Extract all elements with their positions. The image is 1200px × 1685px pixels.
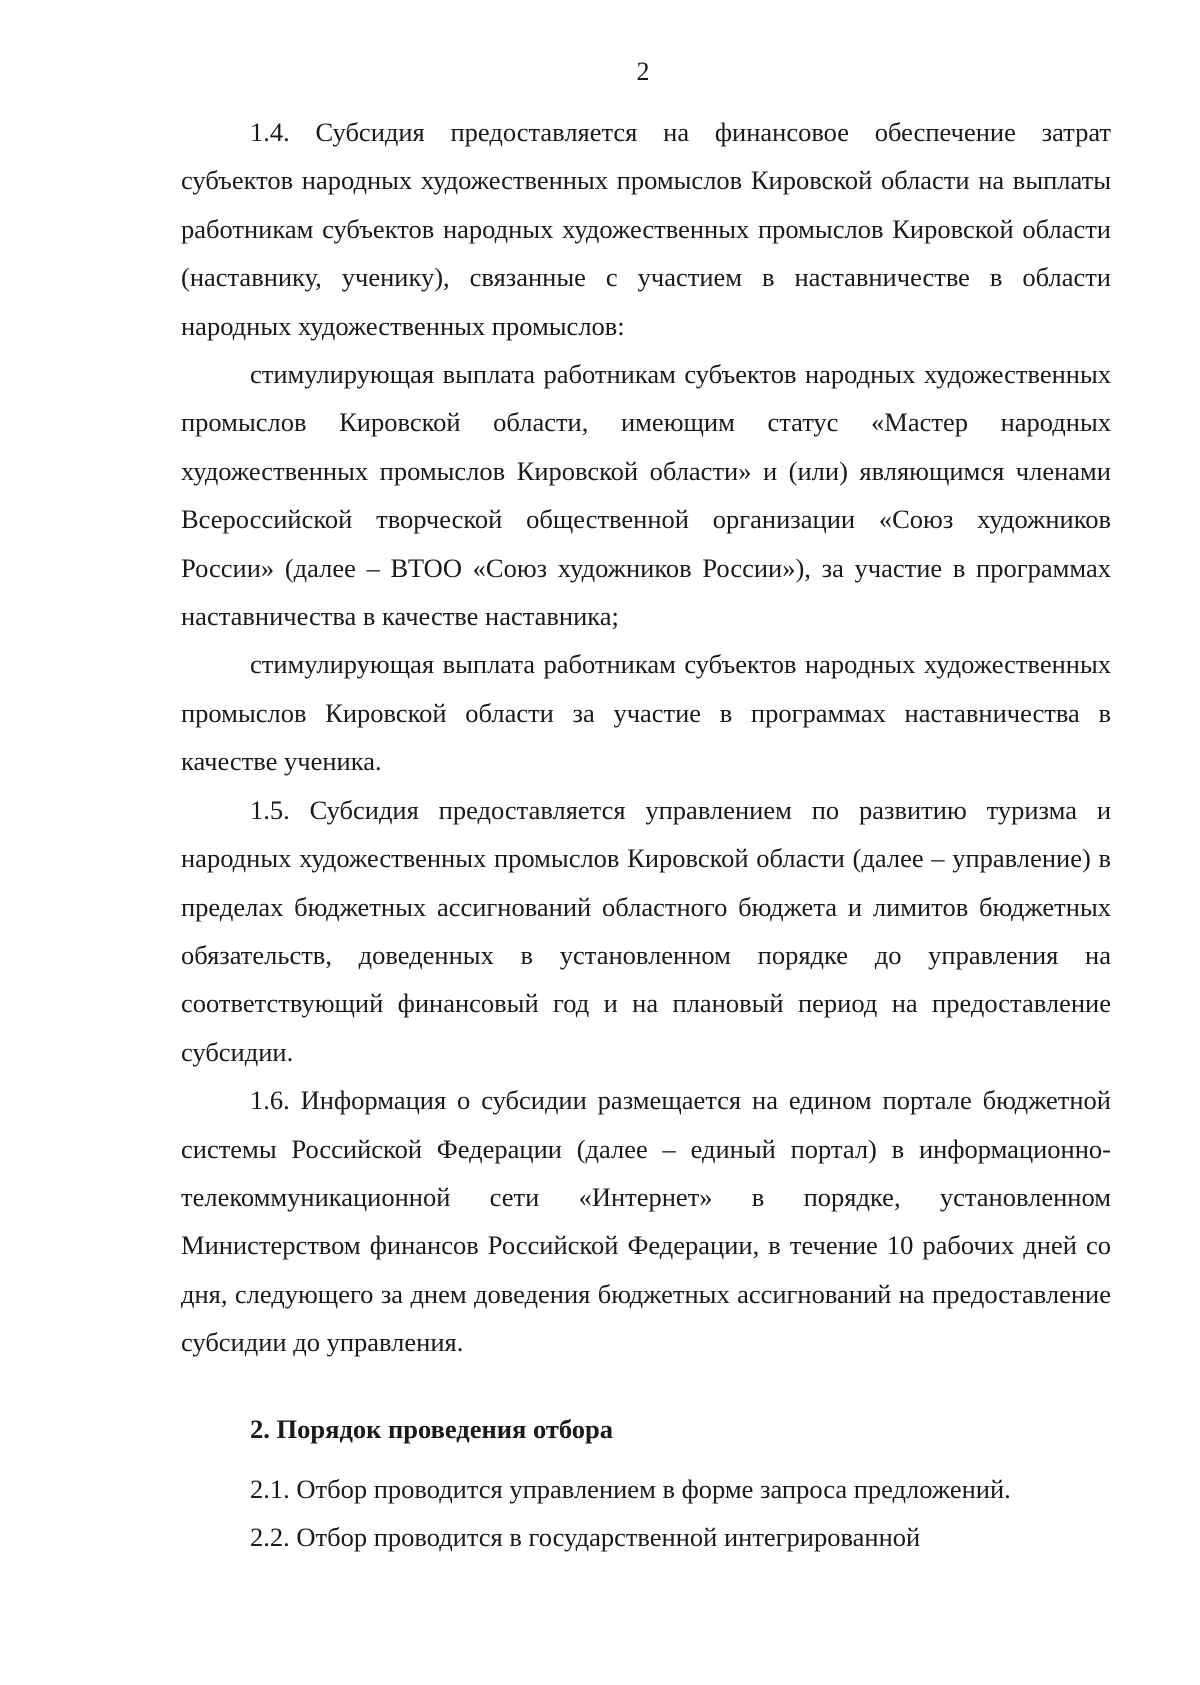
page-number: 2 — [636, 57, 650, 86]
paragraph-2-2: 2.2. Отбор проводится в государственной интегрированной — [250, 1522, 921, 1553]
paragraph-1-4: 1.4. Субсидия предоставляется на финансовое обеспечение затрат субъектов народных художественных промыслов Кировской области на выплаты работникам субъектов народных художественных промыслов Кировской области (наставнику, ученику), связанные с участием в наставничестве в области народных художественных промыслов: — [181, 117, 1111, 341]
paragraph-1-4-student-payment: стимулирующая выплата работникам субъектов народных художественных промыслов Кировской области за участие в программах наставничества в качестве ученика. — [181, 649, 1111, 777]
section-heading-2: 2. Порядок проведения отбора — [250, 1413, 614, 1444]
paragraph-2-1: 2.1. Отбор проводится управлением в форме запроса предложений. — [250, 1473, 1011, 1504]
document-body — [181, 108, 1111, 1561]
paragraph-1-5: 1.5. Субсидия предоставляется управлением по развитию туризма и народных художественных промыслов Кировской области (далее – управление) в пределах бюджетных ассигнований областного бюджета и лимитов бюджетных обязательств, доведенных в установленном порядке до управления на соответствующий финансовый год и на плановый период на предоставление субсидии. — [181, 794, 1111, 1067]
paragraph-1-4-mentor-payment: стимулирующая выплата работникам субъектов народных художественных промыслов Кировской области, имеющим статус «Мастер народных художественных промыслов Кировской области» и (или) являющимся членами Всероссийской творческой общественной организации «Союз художников России» (далее – ВТОО «Союз художников России»), за участие в программах наставничества в качестве наставника; — [181, 359, 1111, 632]
paragraph-1-6: 1.6. Информация о субсидии размещается на едином портале бюджетной системы Российской Федерации (далее – единый портал) в информационно-телекоммуникационной сети «Интернет» в порядке, установленном Министерством финансов Российской Федерации, в течение 10 рабочих дней со дня, следующего за днем доведения бюджетных ассигнований на предоставление субсидии до управления. — [181, 1085, 1111, 1358]
